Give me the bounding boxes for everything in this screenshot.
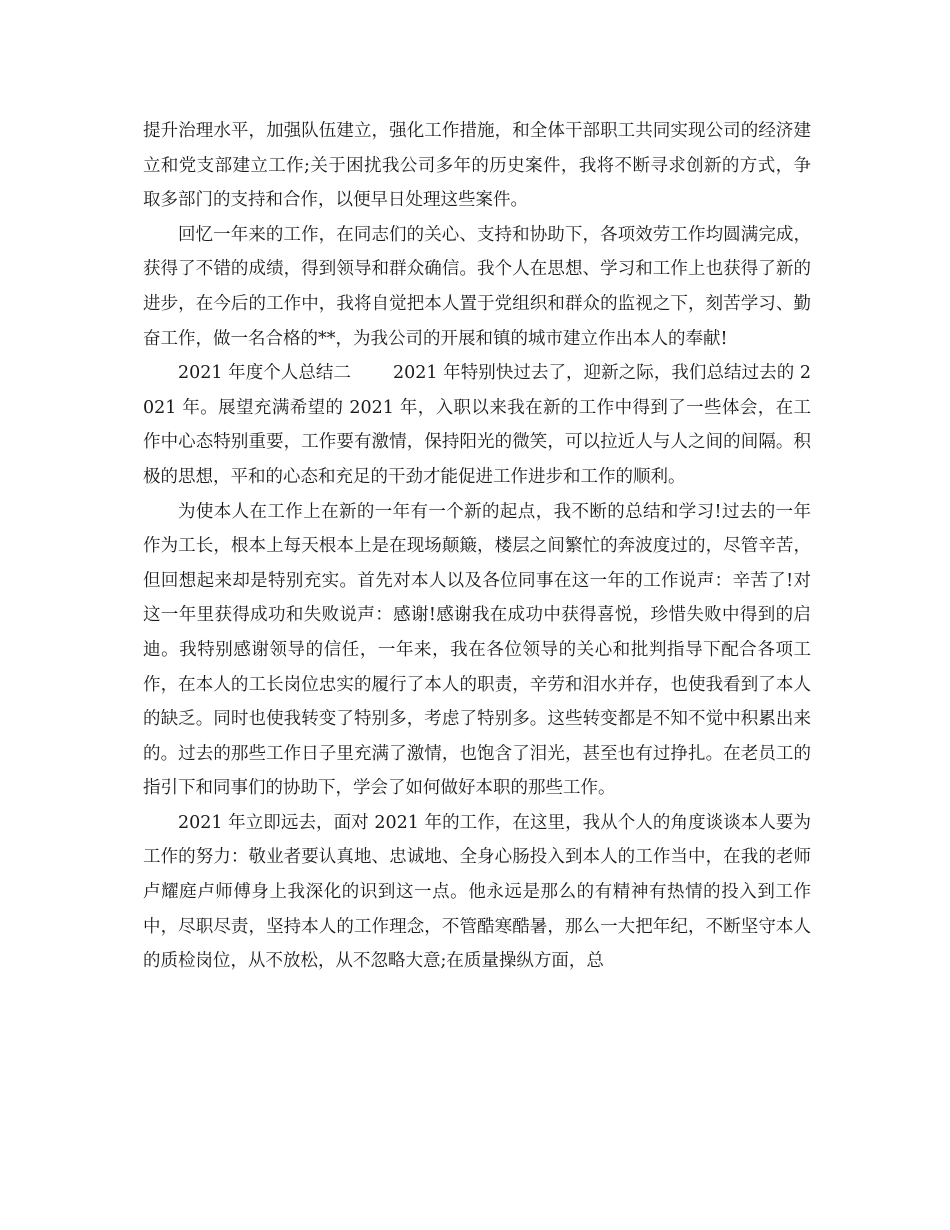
paragraph-text: 为使本人在工作上在新的一年有一个新的起点，我不断的总结和学习!过去的一年作为工长，根本上每天根本上是在现场颠簸，楼层之间繁忙的奔波度过的，尽管辛苦，但回想起来却是特别充实。首先对本人以及各位同事在这一年的工作说声：辛苦了!对这一年里获得成功和失败说声：感谢!感谢我在成功中获得喜悦，珍惜失败中得到的启迪。我特别感谢领导的信任，一年来，我在各位领导的关心和批判指导下配合各项工作，在本人的工长岗位忠实的履行了本人的职责，辛劳和泪水并存，也使我看到了本人的缺乏。同时也使我转变了特别多，考虑了特别多。这些转变都是不知不觉中积累出来的。过去的那些工作日子里充满了激情，也饱含了泪光，甚至也有过挣扎。在老员工的指引下和同事们的协助下，学会了如何做好本职的那些工作。 — [143, 501, 811, 799]
document-body — [143, 114, 811, 979]
paragraph-text: 提升治理水平，加强队伍建立，强化工作措施，和全体干部职工共同实现公司的经济建立和党支部建立工作;关于困扰我公司多年的历史案件，我将不断寻求创新的方式，争取多部门的支持和合作，以便早日处理这些案件。 — [143, 121, 811, 211]
paragraph-3 — [143, 356, 811, 494]
paragraph-1 — [143, 114, 811, 218]
paragraph-5 — [143, 806, 811, 979]
paragraph-text: 2021 年特别快过去了，迎新之际，我们总结过去的 2021 年。展望充满希望的 2021 年，入职以来我在新的工作中得到了一些体会，在工作中心态特别重要，工作要有激情，保持阳光的微笑，可以拉近人与人之间的间隔。积极的思想，平和的心态和充足的干劲才能促进工作进步和工作的顺利。 — [143, 363, 811, 487]
paragraph-text: 2021 年立即远去，面对 2021 年的工作，在这里，我从个人的角度谈谈本人要为工作的努力：敬业者要认真地、忠诚地、全身心肠投入到本人的工作当中，在我的老师卢耀庭卢师傅身上我深化的识到这一点。他永远是那么的有精神有热情的投入到工作中，尽职尽责，坚持本人的工作理念，不管酷寒酷暑，那么一大把年纪，不断坚守本人的质检岗位，从不放松，从不忽略大意;在质量操纵方面，总 — [143, 812, 811, 972]
section-heading: 2021 年度个人总结二 — [178, 363, 352, 384]
paragraph-text: 回忆一年来的工作，在同志们的关心、支持和协助下，各项效劳工作均圆满完成，获得了不错的成绩，得到领导和群众确信。我个人在思想、学习和工作上也获得了新的进步，在今后的工作中，我将自觉把本人置于党组织和群众的监视之下，刻苦学习、勤奋工作，做一名合格的**，为我公司的开展和镇的城市建立作出本人的奉献! — [143, 224, 811, 349]
paragraph-4 — [143, 495, 811, 806]
paragraph-2 — [143, 218, 811, 356]
